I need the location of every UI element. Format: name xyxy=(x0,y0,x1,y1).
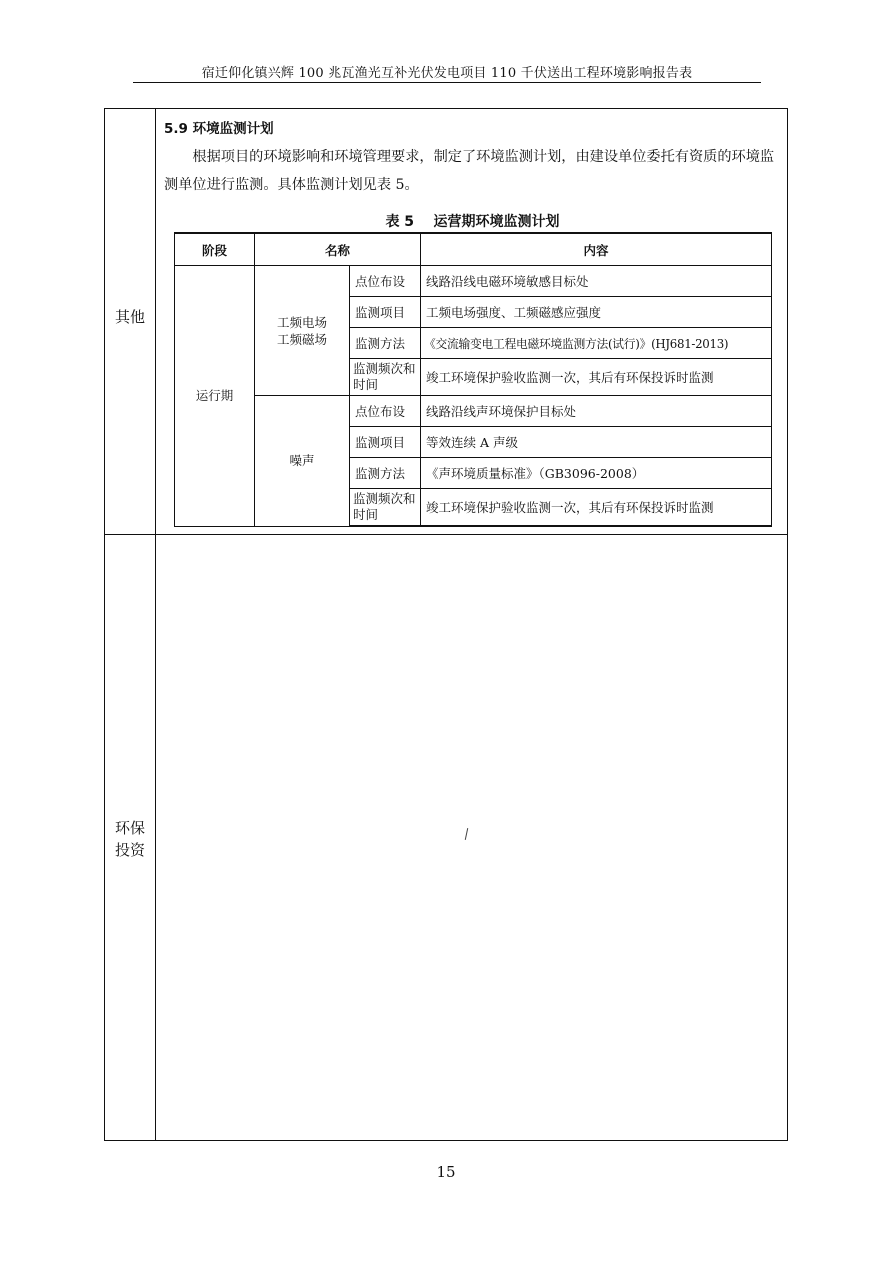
table-row xyxy=(175,266,772,297)
monitoring-plan-table xyxy=(174,232,772,527)
content-cell: 等效连续 A 声级 xyxy=(421,427,772,458)
content-cell: 《交流输变电工程电磁环境监测方法(试行)》(HJ681-2013) xyxy=(421,328,772,359)
content-cell: 线路沿线电磁环境敏感目标处 xyxy=(421,266,772,297)
item-cell: 监测方法 xyxy=(350,458,421,489)
row-label-investment xyxy=(104,817,156,861)
header-cell-stage: 阶段 xyxy=(175,233,255,266)
page-number: 15 xyxy=(436,1163,456,1181)
group-name-cell: 噪声 xyxy=(255,396,350,527)
row-label-investment-text: 环保投资 xyxy=(114,819,145,859)
item-cell: 监测方法 xyxy=(350,328,421,359)
item-cell: 监测频次和时间 xyxy=(350,359,421,396)
content-cell: 竣工环境保护验收监测一次，其后有环保投诉时监测 xyxy=(421,489,772,527)
item-cell: 监测项目 xyxy=(350,427,421,458)
content-cell: 竣工环境保护验收监测一次，其后有环保投诉时监测 xyxy=(421,359,772,396)
content-cell: 线路沿线声环境保护目标处 xyxy=(421,396,772,427)
document-header: 宿迁仰化镇兴辉 100 兆瓦渔光互补光伏发电项目 110 千伏送出工程环境影响报告表 xyxy=(201,66,693,81)
content-cell: 《声环境质量标准》（GB3096-2008） xyxy=(421,458,772,489)
header-cell-content: 内容 xyxy=(421,233,772,266)
item-cell: 点位布设 xyxy=(350,396,421,427)
header-cell-name: 名称 xyxy=(255,233,421,266)
table-caption: 表 5 运营期环境监测计划 xyxy=(385,214,560,230)
item-cell: 点位布设 xyxy=(350,266,421,297)
row-divider xyxy=(104,534,788,535)
group-name-cell: 工频电场 工频磁场 xyxy=(255,266,350,396)
table-row xyxy=(175,396,772,427)
table-header-row xyxy=(175,233,772,266)
item-cell: 监测项目 xyxy=(350,297,421,328)
row-label-other: 其他 xyxy=(114,308,145,326)
stage-cell: 运行期 xyxy=(175,266,255,527)
content-cell: 工频电场强度、工频磁感应强度 xyxy=(421,297,772,328)
header-rule xyxy=(133,82,761,83)
item-cell: 监测频次和时间 xyxy=(350,489,421,527)
label-column-divider xyxy=(155,108,156,1141)
section-title: 5.9 环境监测计划 xyxy=(164,121,274,137)
section-paragraph: 根据项目的环境影响和环境管理要求，制定了环境监测计划，由建设单位委托有资质的环境监测单位进行监测。具体监测计划见表 5。 xyxy=(164,149,775,193)
